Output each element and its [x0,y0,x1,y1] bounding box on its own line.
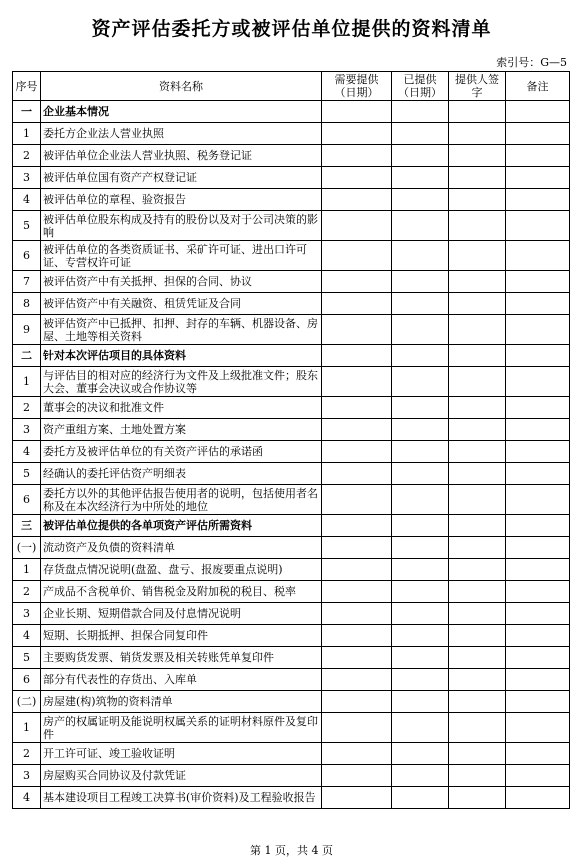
row-document-name: 被评估单位的各类资质证书、采矿许可证、进出口许可证、专营权许可证 [41,241,322,271]
row-document-name: 房产的权属证明及能说明权属关系的证明材料原件及复印件 [41,713,322,743]
need-provide-cell[interactable] [322,713,392,743]
remark-cell[interactable] [506,669,570,691]
provider-sign-cell[interactable] [449,367,506,397]
table-row [13,315,570,345]
row-document-name: 产成品不含税单价、销售税金及附加税的税目、税率 [41,581,322,603]
need-provide-cell[interactable] [322,211,392,241]
row-number: 1 [13,123,41,145]
provided-cell[interactable] [392,787,449,809]
provided-cell[interactable] [392,293,449,315]
row-number: 一 [13,101,41,123]
row-document-name: 部分有代表性的存货出、入库单 [41,669,322,691]
provider-sign-cell[interactable] [449,101,506,123]
provided-cell[interactable] [392,625,449,647]
row-document-name: 被评估单位提供的各单项资产评估所需资料 [41,515,322,537]
row-document-name: 开工许可证、竣工验收证明 [41,743,322,765]
row-number: 3 [13,765,41,787]
row-number: 8 [13,293,41,315]
provided-cell[interactable] [392,713,449,743]
provider-sign-cell[interactable] [449,167,506,189]
row-number: 三 [13,515,41,537]
provided-cell[interactable] [392,211,449,241]
provider-sign-cell[interactable] [449,765,506,787]
row-document-name: 主要购货发票、销货发票及相关转账凭单复印件 [41,647,322,669]
remark-cell[interactable] [506,397,570,419]
table-row [13,603,570,625]
remark-cell[interactable] [506,559,570,581]
need-provide-cell[interactable] [322,419,392,441]
row-document-name: 房屋建(构)筑物的资料清单 [41,691,322,713]
need-provide-cell[interactable] [322,515,392,537]
row-document-name: 房屋购买合同协议及付款凭证 [41,765,322,787]
row-number: 4 [13,441,41,463]
row-number: 9 [13,315,41,345]
remark-cell[interactable] [506,419,570,441]
table-row [13,559,570,581]
remark-cell[interactable] [506,581,570,603]
table-row [13,537,570,559]
provider-sign-cell[interactable] [449,625,506,647]
provided-cell[interactable] [392,441,449,463]
section-row [13,515,570,537]
remark-cell[interactable] [506,463,570,485]
table-body [13,101,570,809]
header-provided: 已提供（日期） [392,72,449,101]
need-provide-cell[interactable] [322,145,392,167]
remark-cell[interactable] [506,211,570,241]
remark-cell[interactable] [506,787,570,809]
provider-sign-cell[interactable] [449,515,506,537]
need-provide-cell[interactable] [322,441,392,463]
remark-cell[interactable] [506,271,570,293]
header-num: 序号 [13,72,41,101]
row-document-name: 被评估资产中已抵押、扣押、封存的车辆、机器设备、房屋、土地等相关资料 [41,315,322,345]
provided-cell[interactable] [392,345,449,367]
remark-cell[interactable] [506,345,570,367]
provided-cell[interactable] [392,367,449,397]
provided-cell[interactable] [392,101,449,123]
remark-cell[interactable] [506,441,570,463]
row-number: 3 [13,419,41,441]
provider-sign-cell[interactable] [449,419,506,441]
row-number: 7 [13,271,41,293]
need-provide-cell[interactable] [322,167,392,189]
table-row [13,441,570,463]
provided-cell[interactable] [392,189,449,211]
provider-sign-cell[interactable] [449,463,506,485]
provided-cell[interactable] [392,271,449,293]
need-provide-cell[interactable] [322,397,392,419]
need-provide-cell[interactable] [322,537,392,559]
need-provide-cell[interactable] [322,485,392,515]
provided-cell[interactable] [392,145,449,167]
table-row [13,123,570,145]
table-row [13,743,570,765]
need-provide-cell[interactable] [322,463,392,485]
row-document-name: 资产重组方案、土地处置方案 [41,419,322,441]
provided-cell[interactable] [392,241,449,271]
remark-cell[interactable] [506,167,570,189]
remark-cell[interactable] [506,647,570,669]
provided-cell[interactable] [392,765,449,787]
need-provide-cell[interactable] [322,559,392,581]
provided-cell[interactable] [392,537,449,559]
table-row [13,713,570,743]
remark-cell[interactable] [506,485,570,515]
provided-cell[interactable] [392,123,449,145]
table-row [13,167,570,189]
provider-sign-cell[interactable] [449,691,506,713]
provider-sign-cell[interactable] [449,211,506,241]
need-provide-cell[interactable] [322,101,392,123]
row-number: 6 [13,669,41,691]
table-row [13,293,570,315]
row-document-name: 被评估单位股东构成及持有的股份以及对于公司决策的影响 [41,211,322,241]
remark-cell[interactable] [506,603,570,625]
provider-sign-cell[interactable] [449,145,506,167]
row-number: 6 [13,241,41,271]
remark-cell[interactable] [506,743,570,765]
table-row [13,485,570,515]
row-document-name: 基本建设项目工程竣工决算书(审价资料)及工程验收报告 [41,787,322,809]
need-provide-cell[interactable] [322,765,392,787]
need-provide-cell[interactable] [322,271,392,293]
remark-cell[interactable] [506,713,570,743]
remark-cell[interactable] [506,241,570,271]
table-row [13,581,570,603]
row-document-name: 企业长期、短期借款合同及付息情况说明 [41,603,322,625]
row-document-name: 委托方以外的其他评估报告使用者的说明，包括使用者名称及在本次经济行为中所处的地位 [41,485,322,515]
need-provide-cell[interactable] [322,241,392,271]
index-number: 索引号：G—5 [496,56,567,69]
table-row [13,647,570,669]
page-title: 资产评估委托方或被评估单位提供的资料清单 [91,18,492,40]
provided-cell[interactable] [392,419,449,441]
row-document-name: 被评估资产中有关抵押、担保的合同、协议 [41,271,322,293]
row-document-name: 企业基本情况 [41,101,322,123]
table-row [13,145,570,167]
provided-cell[interactable] [392,167,449,189]
provided-cell[interactable] [392,743,449,765]
provided-cell[interactable] [392,669,449,691]
provider-sign-cell[interactable] [449,787,506,809]
remark-cell[interactable] [506,367,570,397]
provided-cell[interactable] [392,647,449,669]
need-provide-cell[interactable] [322,123,392,145]
row-number: 5 [13,647,41,669]
table-row [13,397,570,419]
need-provide-cell[interactable] [322,345,392,367]
header-name: 资料名称 [41,72,322,101]
remark-cell[interactable] [506,515,570,537]
need-provide-cell[interactable] [322,581,392,603]
provider-sign-cell[interactable] [449,537,506,559]
table-row [13,189,570,211]
provider-sign-cell[interactable] [449,123,506,145]
remark-cell[interactable] [506,189,570,211]
need-provide-cell[interactable] [322,691,392,713]
table-row [13,787,570,809]
row-number: 4 [13,625,41,647]
table-row [13,367,570,397]
row-number: 5 [13,463,41,485]
need-provide-cell[interactable] [322,315,392,345]
row-number: 2 [13,581,41,603]
provider-sign-cell[interactable] [449,441,506,463]
provided-cell[interactable] [392,581,449,603]
table-row [13,241,570,271]
document-checklist-table [12,71,570,809]
table-row [13,625,570,647]
need-provide-cell[interactable] [322,603,392,625]
row-number: 4 [13,787,41,809]
need-provide-cell[interactable] [322,293,392,315]
need-provide-cell[interactable] [322,743,392,765]
row-number: 5 [13,211,41,241]
table-row [13,419,570,441]
remark-cell[interactable] [506,625,570,647]
remark-cell[interactable] [506,765,570,787]
row-number: 1 [13,367,41,397]
row-number: 1 [13,559,41,581]
row-number: 3 [13,603,41,625]
need-provide-cell[interactable] [322,189,392,211]
row-document-name: 被评估单位的章程、验资报告 [41,189,322,211]
provider-sign-cell[interactable] [449,669,506,691]
page-footer: 第 1 页，共 4 页 [250,844,333,857]
provider-sign-cell[interactable] [449,345,506,367]
provider-sign-cell[interactable] [449,271,506,293]
table-row [13,211,570,241]
row-number: 2 [13,743,41,765]
row-number: (一) [13,537,41,559]
row-number: 1 [13,713,41,743]
row-document-name: 被评估单位国有资产产权登记证 [41,167,322,189]
provider-sign-cell[interactable] [449,581,506,603]
row-document-name: 短期、长期抵押、担保合同复印件 [41,625,322,647]
provided-cell[interactable] [392,559,449,581]
row-number: 2 [13,397,41,419]
provider-sign-cell[interactable] [449,315,506,345]
row-document-name: 被评估单位企业法人营业执照、税务登记证 [41,145,322,167]
header-remark: 备注 [506,72,570,101]
provided-cell[interactable] [392,463,449,485]
row-document-name: 针对本次评估项目的具体资料 [41,345,322,367]
provider-sign-cell[interactable] [449,485,506,515]
table-row [13,271,570,293]
table-row [13,765,570,787]
remark-cell[interactable] [506,145,570,167]
row-number: 4 [13,189,41,211]
row-document-name: 董事会的决议和批准文件 [41,397,322,419]
row-number: 3 [13,167,41,189]
provider-sign-cell[interactable] [449,647,506,669]
row-document-name: 流动资产及负债的资料清单 [41,537,322,559]
remark-cell[interactable] [506,691,570,713]
table-row [13,463,570,485]
need-provide-cell[interactable] [322,625,392,647]
provider-sign-cell[interactable] [449,189,506,211]
header-need-provide: 需要提供（日期） [322,72,392,101]
provider-sign-cell[interactable] [449,713,506,743]
provided-cell[interactable] [392,691,449,713]
need-provide-cell[interactable] [322,787,392,809]
need-provide-cell[interactable] [322,367,392,397]
row-document-name: 委托方企业法人营业执照 [41,123,322,145]
remark-cell[interactable] [506,293,570,315]
remark-cell[interactable] [506,123,570,145]
section-row [13,101,570,123]
provider-sign-cell[interactable] [449,603,506,625]
header-provider-sign: 提供人签字 [449,72,506,101]
table-row [13,691,570,713]
provider-sign-cell[interactable] [449,397,506,419]
row-number: 2 [13,145,41,167]
row-document-name: 被评估资产中有关融资、租赁凭证及合同 [41,293,322,315]
table-header-row [13,72,570,101]
section-row [13,345,570,367]
provided-cell[interactable] [392,315,449,345]
remark-cell[interactable] [506,537,570,559]
row-number: 6 [13,485,41,515]
row-number: 二 [13,345,41,367]
remark-cell[interactable] [506,315,570,345]
need-provide-cell[interactable] [322,669,392,691]
provided-cell[interactable] [392,515,449,537]
provider-sign-cell[interactable] [449,559,506,581]
provider-sign-cell[interactable] [449,293,506,315]
row-document-name: 经确认的委托评估资产明细表 [41,463,322,485]
table-row [13,669,570,691]
provided-cell[interactable] [392,397,449,419]
row-document-name: 与评估目的相对应的经济行为文件及上级批准文件；股东大会、董事会决议或合作协议等 [41,367,322,397]
remark-cell[interactable] [506,101,570,123]
need-provide-cell[interactable] [322,647,392,669]
provided-cell[interactable] [392,603,449,625]
row-document-name: 存货盘点情况说明(盘盈、盘亏、报废要重点说明) [41,559,322,581]
provider-sign-cell[interactable] [449,241,506,271]
provider-sign-cell[interactable] [449,743,506,765]
row-document-name: 委托方及被评估单位的有关资产评估的承诺函 [41,441,322,463]
provided-cell[interactable] [392,485,449,515]
row-number: (二) [13,691,41,713]
